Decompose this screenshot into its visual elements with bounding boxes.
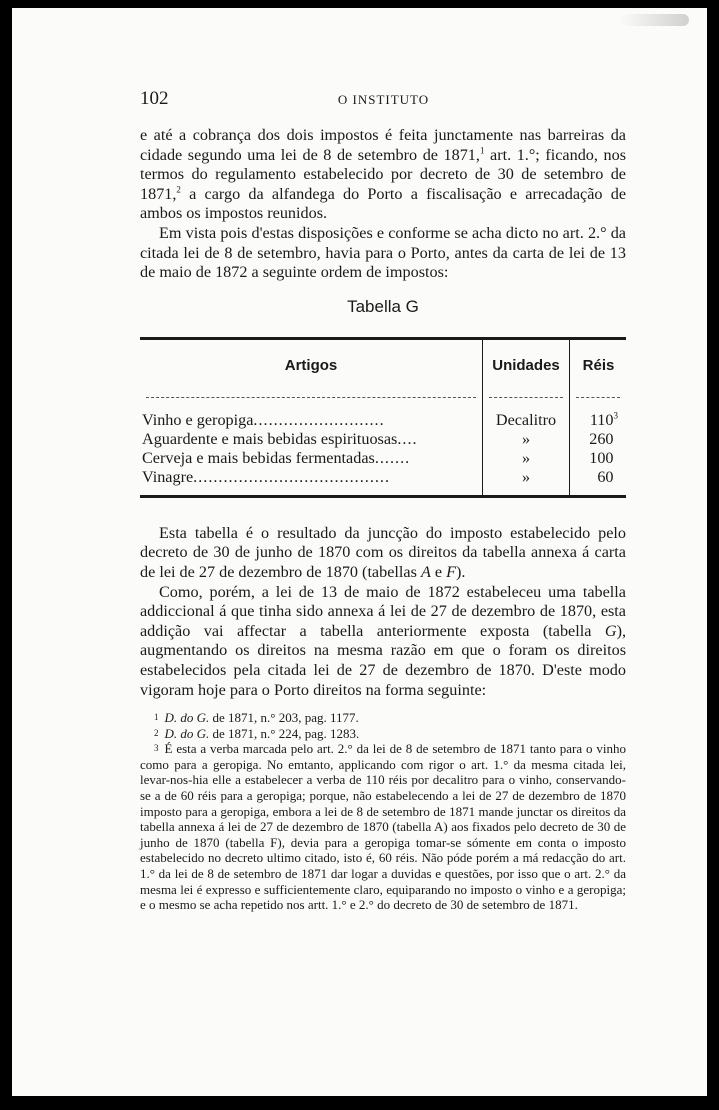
page-number: 102 — [140, 88, 169, 109]
table-row: Cerveja e mais bebidas fermentadas....... » 100 — [140, 449, 626, 468]
footnote-1: 1 D. do G. de 1871, n.° 203, pag. 1177. — [154, 710, 359, 726]
table-row: Vinagre....................................... » 60 — [140, 468, 626, 497]
paragraph-4: Como, porém, a lei de 13 de maio de 1872 estabeleceu uma tabella addiccional á que tinha sido annexa á lei de 27 de dezembro de 1870, esta addição vai affectar a tabella anteriormente exposta (tabella G), augmentando os direitos na mesma razão em que o foram os direitos estabelecidos pela citada lei de 27 de dezembro de 1870. D'este modo vigoram hoje para o Porto direitos na forma seguinte: — [140, 582, 626, 699]
running-title: O INSTITUTO — [337, 92, 430, 107]
page-body — [140, 126, 626, 913]
wavy-rule — [146, 397, 476, 402]
wavy-rule — [489, 397, 563, 402]
table-row: Vinho e geropiga.......................... Decalitro $110^3$ — [140, 411, 626, 430]
header-artigos: Artigos — [284, 357, 338, 375]
scanned-page — [12, 8, 707, 1096]
paragraph-2: Em vista pois d'estas disposições e conforme se acha dicto no art. 2.° da citada lei de 8 de setembro, havia para o Porto, antes da carta de lei de 13 de maio de 1872 a seguinte ordem de impostos: — [140, 223, 626, 282]
footnote-ref-3: 3 — [613, 410, 618, 421]
footnote-3: 3 É esta a verba marcada pelo art. 2.° da lei de 8 de setembro de 1871 tanto para o vinho como para a geropiga. No emtanto, applicando com rigor o art. 1.° da mesma citada lei, levar-nos-hia elle a estabelecer a verba de 110 réis por decalitro para o vinho, conservando-se a de 60 réis para a geropiga; porque, não estabelecendo a lei de 27 de dezembro de 1870 imposto para a geropiga, embora a lei de 8 de setembro de 1871 mande junctar os direitos da tabella annexa á lei de 27 de dezembro de 1870 (tabella A) aos fixados pelo decreto de 30 de junho de 1870 (tabella F), devia para a geropiga tomar-se sómente em conta o imposto estabelecido no decreto ultimo citado, isto é, 60 réis. Não póde porém a má redacção do art. 1.° da lei de 8 de setembro de 1871 dar logar a duvidas e questões, por isso que o art. 2.° da mesma lei é expresso e sufficientemente claro, equiparando no imposto o vinho e a geropiga; e o mesmo se acha repetido nos artt. 1.° e 2.° do decreto de 30 de setembro de 1871. — [140, 741, 626, 913]
tax-table — [140, 337, 626, 498]
wavy-rule — [576, 397, 620, 402]
footnote-ref-1: 1 — [479, 145, 485, 156]
scan-artifact — [619, 14, 689, 26]
footnotes — [140, 710, 626, 913]
header-reis: Réis — [570, 338, 627, 389]
footnote-ref-2: 2 — [176, 184, 181, 195]
table-row: Aguardente e mais bebidas espirituosas.... » 260 — [140, 430, 626, 449]
paragraph-1: e até a cobrança dos dois impostos é feita junctamente nas barreiras da cidade segundo uma lei de 8 de setembro de 1871,$^1$ art. 1.°; ficando, nos termos do regulamento estabelecido por decreto de 30 de setembro de 1871,$^2$ a cargo da alfandega do Porto a fiscalisação e arrecadação de ambos os impostos reunidos. — [140, 126, 626, 223]
table-title: Tabella G — [347, 296, 419, 316]
header-unidades: Unidades — [483, 338, 570, 389]
paragraph-3: Esta tabella é o resultado da juncção do imposto estabelecido pelo decreto de 30 de junho de 1870 com os direitos da tabella annexa á carta de lei de 27 de dezembro de 1870 (tabellas A e F). — [140, 523, 626, 581]
page-header — [140, 84, 627, 114]
footnote-2: 2 D. do G. de 1871, n.° 224, pag. 1283. — [154, 725, 360, 741]
